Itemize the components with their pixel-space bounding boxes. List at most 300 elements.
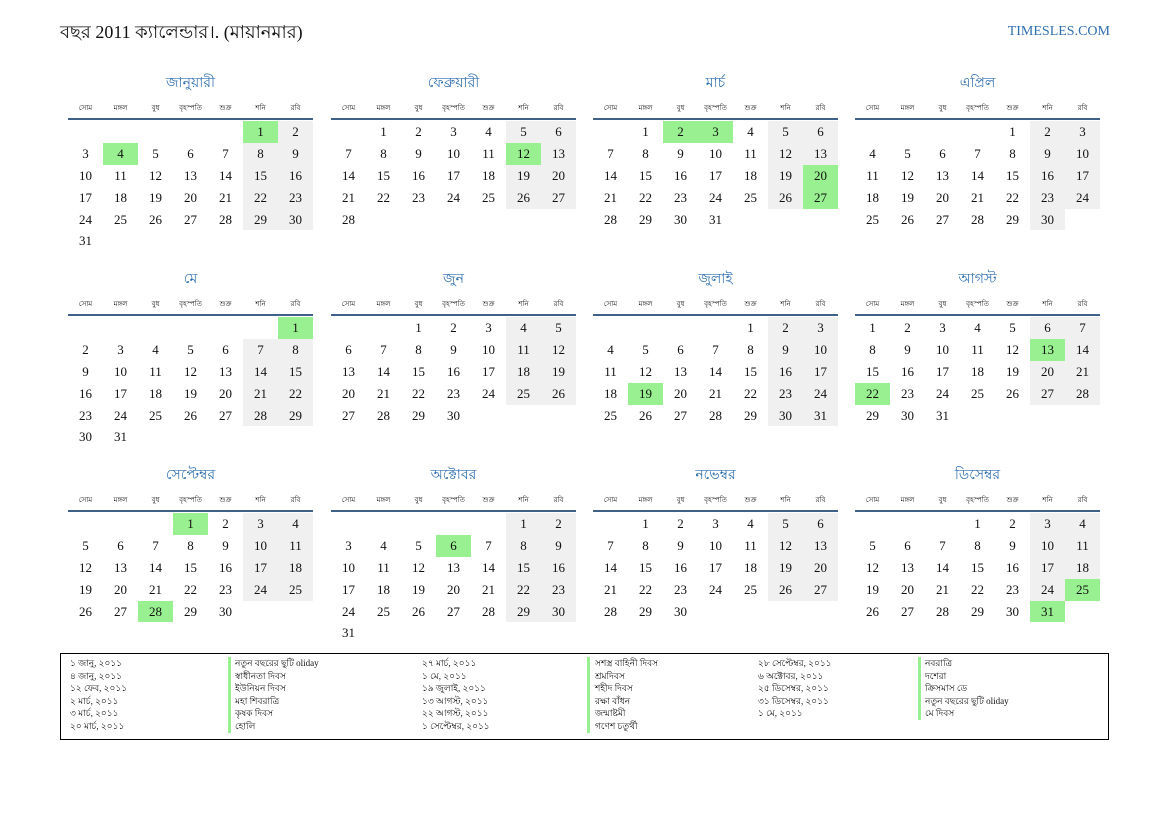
month-title: জানুয়ারী (166, 76, 215, 91)
day-cell: 12 (184, 363, 197, 379)
day-cell: 19 (901, 189, 914, 205)
day-cell: 11 (377, 559, 390, 575)
day-cell: 8 (869, 341, 876, 357)
weekday-label: বুধ (414, 104, 423, 112)
day-cell: 4 (506, 317, 541, 339)
day-cell: 17 (1065, 165, 1100, 187)
day-cell: 19 (1006, 363, 1019, 379)
week-row (331, 361, 576, 383)
holiday-marker (587, 670, 590, 683)
empty-cell (1065, 601, 1100, 623)
month-title: আগস্ট (958, 272, 997, 287)
day-cell: 5 (415, 537, 422, 553)
weekday-header (68, 100, 313, 116)
day-grid (593, 121, 838, 230)
holiday-marker (228, 695, 231, 708)
holiday-entry (70, 695, 400, 708)
day-cell: 26 (1006, 385, 1019, 401)
day-cell: 10 (1030, 535, 1065, 557)
month-divider (855, 314, 1100, 316)
holiday-name: মহা শিবরাত্রি (235, 695, 280, 706)
day-cell: 22 (639, 189, 652, 205)
day-cell: 10 (482, 341, 495, 357)
holiday-entry (422, 657, 752, 670)
day-cell: 2 (415, 124, 422, 139)
day-cell: 24 (803, 383, 838, 405)
day-cell: 22 (243, 187, 278, 209)
empty-cell (436, 513, 471, 535)
holiday-marker (587, 657, 590, 670)
month-block (855, 70, 1100, 260)
day-cell: 4 (1065, 513, 1100, 535)
day-cell: 10 (243, 535, 278, 557)
brand-link[interactable]: TIMESLES.COM (1007, 24, 1110, 39)
day-cell: 15 (377, 167, 390, 183)
weekday-label: রবি (1077, 496, 1088, 504)
day-cell: 6 (677, 341, 684, 357)
weekday-label: শুক্র (1006, 300, 1019, 308)
week-row (331, 601, 576, 623)
day-cell: 28 (971, 211, 984, 227)
week-row (68, 601, 313, 623)
day-cell: 6 (939, 145, 946, 161)
empty-cell (243, 317, 278, 339)
day-cell: 29 (639, 603, 652, 619)
day-cell: 2 (768, 317, 803, 339)
day-cell: 7 (152, 537, 159, 553)
empty-cell (68, 513, 103, 535)
day-cell: 20 (447, 581, 460, 597)
day-cell: 2 (278, 121, 313, 143)
day-grid (331, 513, 576, 644)
day-cell: 21 (219, 189, 232, 205)
day-cell: 19 (506, 165, 541, 187)
day-cell: 3 (939, 320, 946, 335)
day-cell: 20 (541, 165, 576, 187)
empty-cell (103, 230, 138, 252)
day-cell: 15 (506, 557, 541, 579)
day-cell: 20 (803, 557, 838, 579)
day-cell: 5 (506, 121, 541, 143)
day-cell: 27 (1030, 383, 1065, 405)
day-cell: 17 (114, 385, 127, 401)
day-cell: 28 (1065, 383, 1100, 405)
empty-cell (68, 317, 103, 339)
day-cell: 24 (709, 581, 722, 597)
holiday-marker (918, 682, 921, 695)
weekday-label: বুধ (676, 496, 685, 504)
holiday-day-cell: 20 (803, 165, 838, 187)
weekday-label: মঙ্গল (113, 496, 128, 504)
empty-cell (855, 121, 890, 143)
day-cell: 1 (747, 320, 754, 335)
empty-cell (855, 513, 890, 535)
day-cell: 9 (1030, 143, 1065, 165)
holiday-day-cell: 19 (628, 383, 663, 405)
holiday-name: নতুন বছরের ছুটি oliday (925, 695, 1009, 706)
day-cell: 11 (744, 145, 757, 161)
day-cell: 27 (114, 603, 127, 619)
holiday-date: ২৮ সেপ্টেম্বর, ২০১১ (758, 658, 832, 668)
day-cell: 23 (674, 189, 687, 205)
empty-cell (663, 317, 698, 339)
week-row (68, 339, 313, 361)
weekday-label: শনি (780, 300, 791, 308)
day-cell: 5 (187, 341, 194, 357)
day-cell: 6 (187, 145, 194, 161)
day-cell: 31 (342, 625, 355, 641)
weekday-label: রবি (290, 496, 301, 504)
weekday-label: বৃহস্পতি (704, 496, 727, 504)
day-cell: 3 (345, 537, 352, 553)
month-title: এপ্রিল (959, 76, 996, 91)
holiday-marker (228, 682, 231, 695)
day-cell: 10 (114, 363, 127, 379)
day-cell: 29 (866, 407, 879, 423)
day-cell: 25 (149, 407, 162, 423)
holiday-marker (587, 707, 590, 720)
empty-cell (138, 230, 173, 252)
holiday-entry (758, 707, 1088, 720)
day-cell: 30 (1030, 209, 1065, 231)
day-cell: 1 (380, 124, 387, 139)
day-cell: 1 (1009, 124, 1016, 139)
empty-cell (506, 209, 541, 231)
day-cell: 17 (79, 189, 92, 205)
day-cell: 6 (117, 537, 124, 553)
day-cell: 1 (974, 516, 981, 531)
empty-cell (173, 317, 208, 339)
day-cell: 24 (447, 189, 460, 205)
day-cell: 8 (243, 143, 278, 165)
weekday-header (593, 296, 838, 312)
weekday-label: শনি (518, 104, 529, 112)
day-cell: 22 (971, 581, 984, 597)
weekday-label: সোম (341, 104, 356, 112)
weekday-header (331, 492, 576, 508)
week-row (331, 317, 576, 339)
day-cell: 7 (485, 537, 492, 553)
empty-cell (960, 121, 995, 143)
holiday-day-cell: 1 (278, 317, 313, 339)
day-cell: 8 (642, 537, 649, 553)
month-block (855, 266, 1100, 456)
day-cell: 11 (744, 537, 757, 553)
week-row (593, 383, 838, 405)
empty-cell (698, 317, 733, 339)
weekday-label: শুক্র (482, 496, 495, 504)
day-cell: 21 (604, 189, 617, 205)
holiday-name: শ্রমদিবস (595, 670, 625, 681)
weekday-label: বৃহস্পতি (966, 496, 989, 504)
week-row (68, 187, 313, 209)
day-cell: 9 (278, 143, 313, 165)
holiday-legend (60, 653, 1109, 740)
weekday-label: শনি (255, 104, 266, 112)
day-cell: 19 (412, 581, 425, 597)
day-cell: 13 (114, 559, 127, 575)
week-row (593, 165, 838, 187)
week-row (855, 317, 1100, 339)
month-title: অক্টোবর (430, 468, 477, 483)
weekday-label: রবি (553, 104, 564, 112)
day-cell: 16 (79, 385, 92, 401)
day-cell: 28 (243, 405, 278, 427)
month-title: নভেম্বর (695, 468, 736, 483)
day-cell: 23 (79, 407, 92, 423)
day-cell: 6 (345, 341, 352, 357)
day-cell: 20 (342, 385, 355, 401)
empty-cell (890, 121, 925, 143)
day-cell: 10 (79, 167, 92, 183)
empty-cell (208, 317, 243, 339)
empty-cell (471, 622, 506, 644)
holiday-date: ২ মার্চ, ২০১১ (70, 695, 119, 706)
day-cell: 8 (1009, 145, 1016, 161)
month-divider (855, 118, 1100, 120)
day-cell: 20 (184, 189, 197, 205)
day-cell: 12 (1006, 341, 1019, 357)
day-cell: 21 (936, 581, 949, 597)
day-cell: 18 (744, 559, 757, 575)
holiday-date: ১২ ফেব, ২০১১ (70, 683, 128, 694)
day-cell: 18 (744, 167, 757, 183)
day-cell: 24 (936, 385, 949, 401)
week-row (855, 579, 1100, 601)
holiday-date: ১ সেপ্টেম্বর, ২০১১ (422, 720, 490, 731)
holiday-date: ২৭ মার্চ, ২০১১ (422, 658, 477, 668)
day-cell: 9 (1009, 537, 1016, 553)
empty-cell (698, 601, 733, 623)
day-cell: 23 (1030, 187, 1065, 209)
day-cell: 5 (82, 537, 89, 553)
holiday-name: জন্মাষ্টমী (595, 708, 626, 719)
month-block (68, 70, 313, 260)
day-cell: 18 (482, 167, 495, 183)
empty-cell (68, 121, 103, 143)
day-cell: 23 (278, 187, 313, 209)
week-row (855, 165, 1100, 187)
holiday-date: ৩১ ডিসেম্বর, ২০১১ (758, 695, 829, 706)
day-cell: 20 (936, 189, 949, 205)
day-cell: 17 (1030, 557, 1065, 579)
day-cell: 28 (604, 603, 617, 619)
holiday-name: স্বাধীনতা দিবস (235, 670, 286, 681)
empty-cell (401, 622, 436, 644)
weekday-label: শুক্র (1006, 496, 1019, 504)
weekday-label: শনি (780, 104, 791, 112)
empty-cell (436, 209, 471, 231)
weekday-label: রবি (815, 104, 826, 112)
day-cell: 10 (803, 339, 838, 361)
day-cell: 27 (901, 603, 914, 619)
weekday-label: রবি (1077, 300, 1088, 308)
day-cell: 19 (768, 165, 803, 187)
day-cell: 14 (149, 559, 162, 575)
holiday-entry (758, 670, 1088, 683)
week-row (331, 121, 576, 143)
weekday-label: মঙ্গল (113, 104, 128, 112)
day-cell: 16 (1006, 559, 1019, 575)
week-row (68, 230, 313, 252)
week-row (593, 405, 838, 427)
day-cell: 10 (709, 537, 722, 553)
day-cell: 23 (1006, 581, 1019, 597)
day-cell: 16 (901, 363, 914, 379)
weekday-label: বুধ (938, 496, 947, 504)
day-cell: 15 (639, 167, 652, 183)
day-cell: 9 (82, 363, 89, 379)
holiday-date: ১ মে, ২০১১ (758, 708, 803, 719)
day-cell: 27 (803, 579, 838, 601)
day-cell: 13 (541, 143, 576, 165)
week-row (593, 513, 838, 535)
empty-cell (103, 513, 138, 535)
week-row (68, 317, 313, 339)
day-cell: 15 (184, 559, 197, 575)
day-cell: 22 (412, 385, 425, 401)
day-cell: 17 (482, 363, 495, 379)
day-cell: 4 (747, 124, 754, 139)
day-cell: 22 (506, 579, 541, 601)
day-cell: 25 (866, 211, 879, 227)
day-cell: 4 (607, 341, 614, 357)
holiday-day-cell: 25 (1065, 579, 1100, 601)
day-cell: 16 (278, 165, 313, 187)
week-row (331, 339, 576, 361)
day-cell: 7 (1065, 317, 1100, 339)
weekday-label: বৃহস্পতি (179, 496, 202, 504)
day-cell: 12 (412, 559, 425, 575)
weekday-label: সোম (603, 496, 618, 504)
weekday-label: সোম (603, 104, 618, 112)
day-cell: 22 (1006, 189, 1019, 205)
day-cell: 9 (677, 537, 684, 553)
day-cell: 23 (768, 383, 803, 405)
day-cell: 9 (541, 535, 576, 557)
empty-cell (541, 405, 576, 427)
holiday-day-cell: 31 (1030, 601, 1065, 623)
day-cell: 30 (674, 603, 687, 619)
weekday-label: সোম (865, 300, 880, 308)
day-cell: 17 (936, 363, 949, 379)
empty-cell (103, 317, 138, 339)
day-cell: 13 (342, 363, 355, 379)
weekday-label: বুধ (938, 104, 947, 112)
week-row (331, 579, 576, 601)
day-cell: 12 (901, 167, 914, 183)
empty-cell (593, 317, 628, 339)
week-row (855, 557, 1100, 579)
week-row (331, 405, 576, 427)
week-row (593, 339, 838, 361)
weekday-label: শুক্র (744, 104, 757, 112)
weekday-label: শুক্র (1006, 104, 1019, 112)
day-cell: 19 (541, 361, 576, 383)
empty-cell (138, 513, 173, 535)
weekday-label: বৃহস্পতি (442, 104, 465, 112)
week-row (855, 405, 1100, 427)
weekday-header (593, 100, 838, 116)
day-cell: 5 (152, 145, 159, 161)
weekday-label: বুধ (151, 496, 160, 504)
day-cell: 21 (482, 581, 495, 597)
month-title: জুলাই (698, 272, 733, 287)
holiday-marker (918, 695, 921, 708)
empty-cell (103, 121, 138, 143)
empty-cell (733, 601, 768, 623)
day-cell: 26 (639, 407, 652, 423)
day-cell: 27 (342, 407, 355, 423)
weekday-label: বৃহস্পতি (179, 300, 202, 308)
day-cell: 28 (377, 407, 390, 423)
day-cell: 21 (1065, 361, 1100, 383)
day-cell: 18 (506, 361, 541, 383)
day-cell: 27 (674, 407, 687, 423)
weekday-label: মঙ্গল (376, 104, 391, 112)
day-cell: 11 (866, 167, 879, 183)
day-cell: 10 (709, 145, 722, 161)
day-cell: 25 (971, 385, 984, 401)
day-cell: 16 (219, 559, 232, 575)
day-cell: 2 (1030, 121, 1065, 143)
day-cell: 18 (866, 189, 879, 205)
day-cell: 7 (712, 341, 719, 357)
day-cell: 28 (482, 603, 495, 619)
empty-cell (138, 426, 173, 448)
day-cell: 25 (744, 581, 757, 597)
weekday-label: সোম (78, 496, 93, 504)
holiday-name: দশেরা (925, 670, 947, 681)
empty-cell (173, 121, 208, 143)
day-cell: 26 (768, 579, 803, 601)
day-cell: 14 (971, 167, 984, 183)
week-row (855, 187, 1100, 209)
weekday-label: মঙ্গল (638, 300, 653, 308)
day-cell: 29 (278, 405, 313, 427)
weekday-label: শনি (255, 300, 266, 308)
day-cell: 15 (866, 363, 879, 379)
holiday-entry (70, 720, 400, 733)
empty-cell (401, 209, 436, 231)
day-cell: 12 (866, 559, 879, 575)
empty-cell (471, 405, 506, 427)
week-row (68, 209, 313, 231)
day-cell: 25 (482, 189, 495, 205)
empty-cell (208, 426, 243, 448)
empty-cell (593, 121, 628, 143)
weekday-label: মঙ্গল (376, 300, 391, 308)
day-cell: 13 (803, 535, 838, 557)
holiday-date: ৩ মার্চ, ২০১১ (70, 708, 119, 719)
week-row (68, 405, 313, 427)
empty-cell (208, 121, 243, 143)
weekday-label: মঙ্গল (638, 496, 653, 504)
empty-cell (331, 317, 366, 339)
holiday-day-cell: 27 (803, 187, 838, 209)
day-cell: 26 (184, 407, 197, 423)
empty-cell (925, 513, 960, 535)
empty-cell (278, 230, 313, 252)
day-cell: 21 (709, 385, 722, 401)
week-row (593, 209, 838, 231)
day-cell: 13 (901, 559, 914, 575)
day-cell: 20 (1030, 361, 1065, 383)
day-cell: 11 (114, 167, 127, 183)
day-cell: 4 (485, 124, 492, 139)
day-cell: 15 (639, 559, 652, 575)
day-cell: 27 (541, 187, 576, 209)
